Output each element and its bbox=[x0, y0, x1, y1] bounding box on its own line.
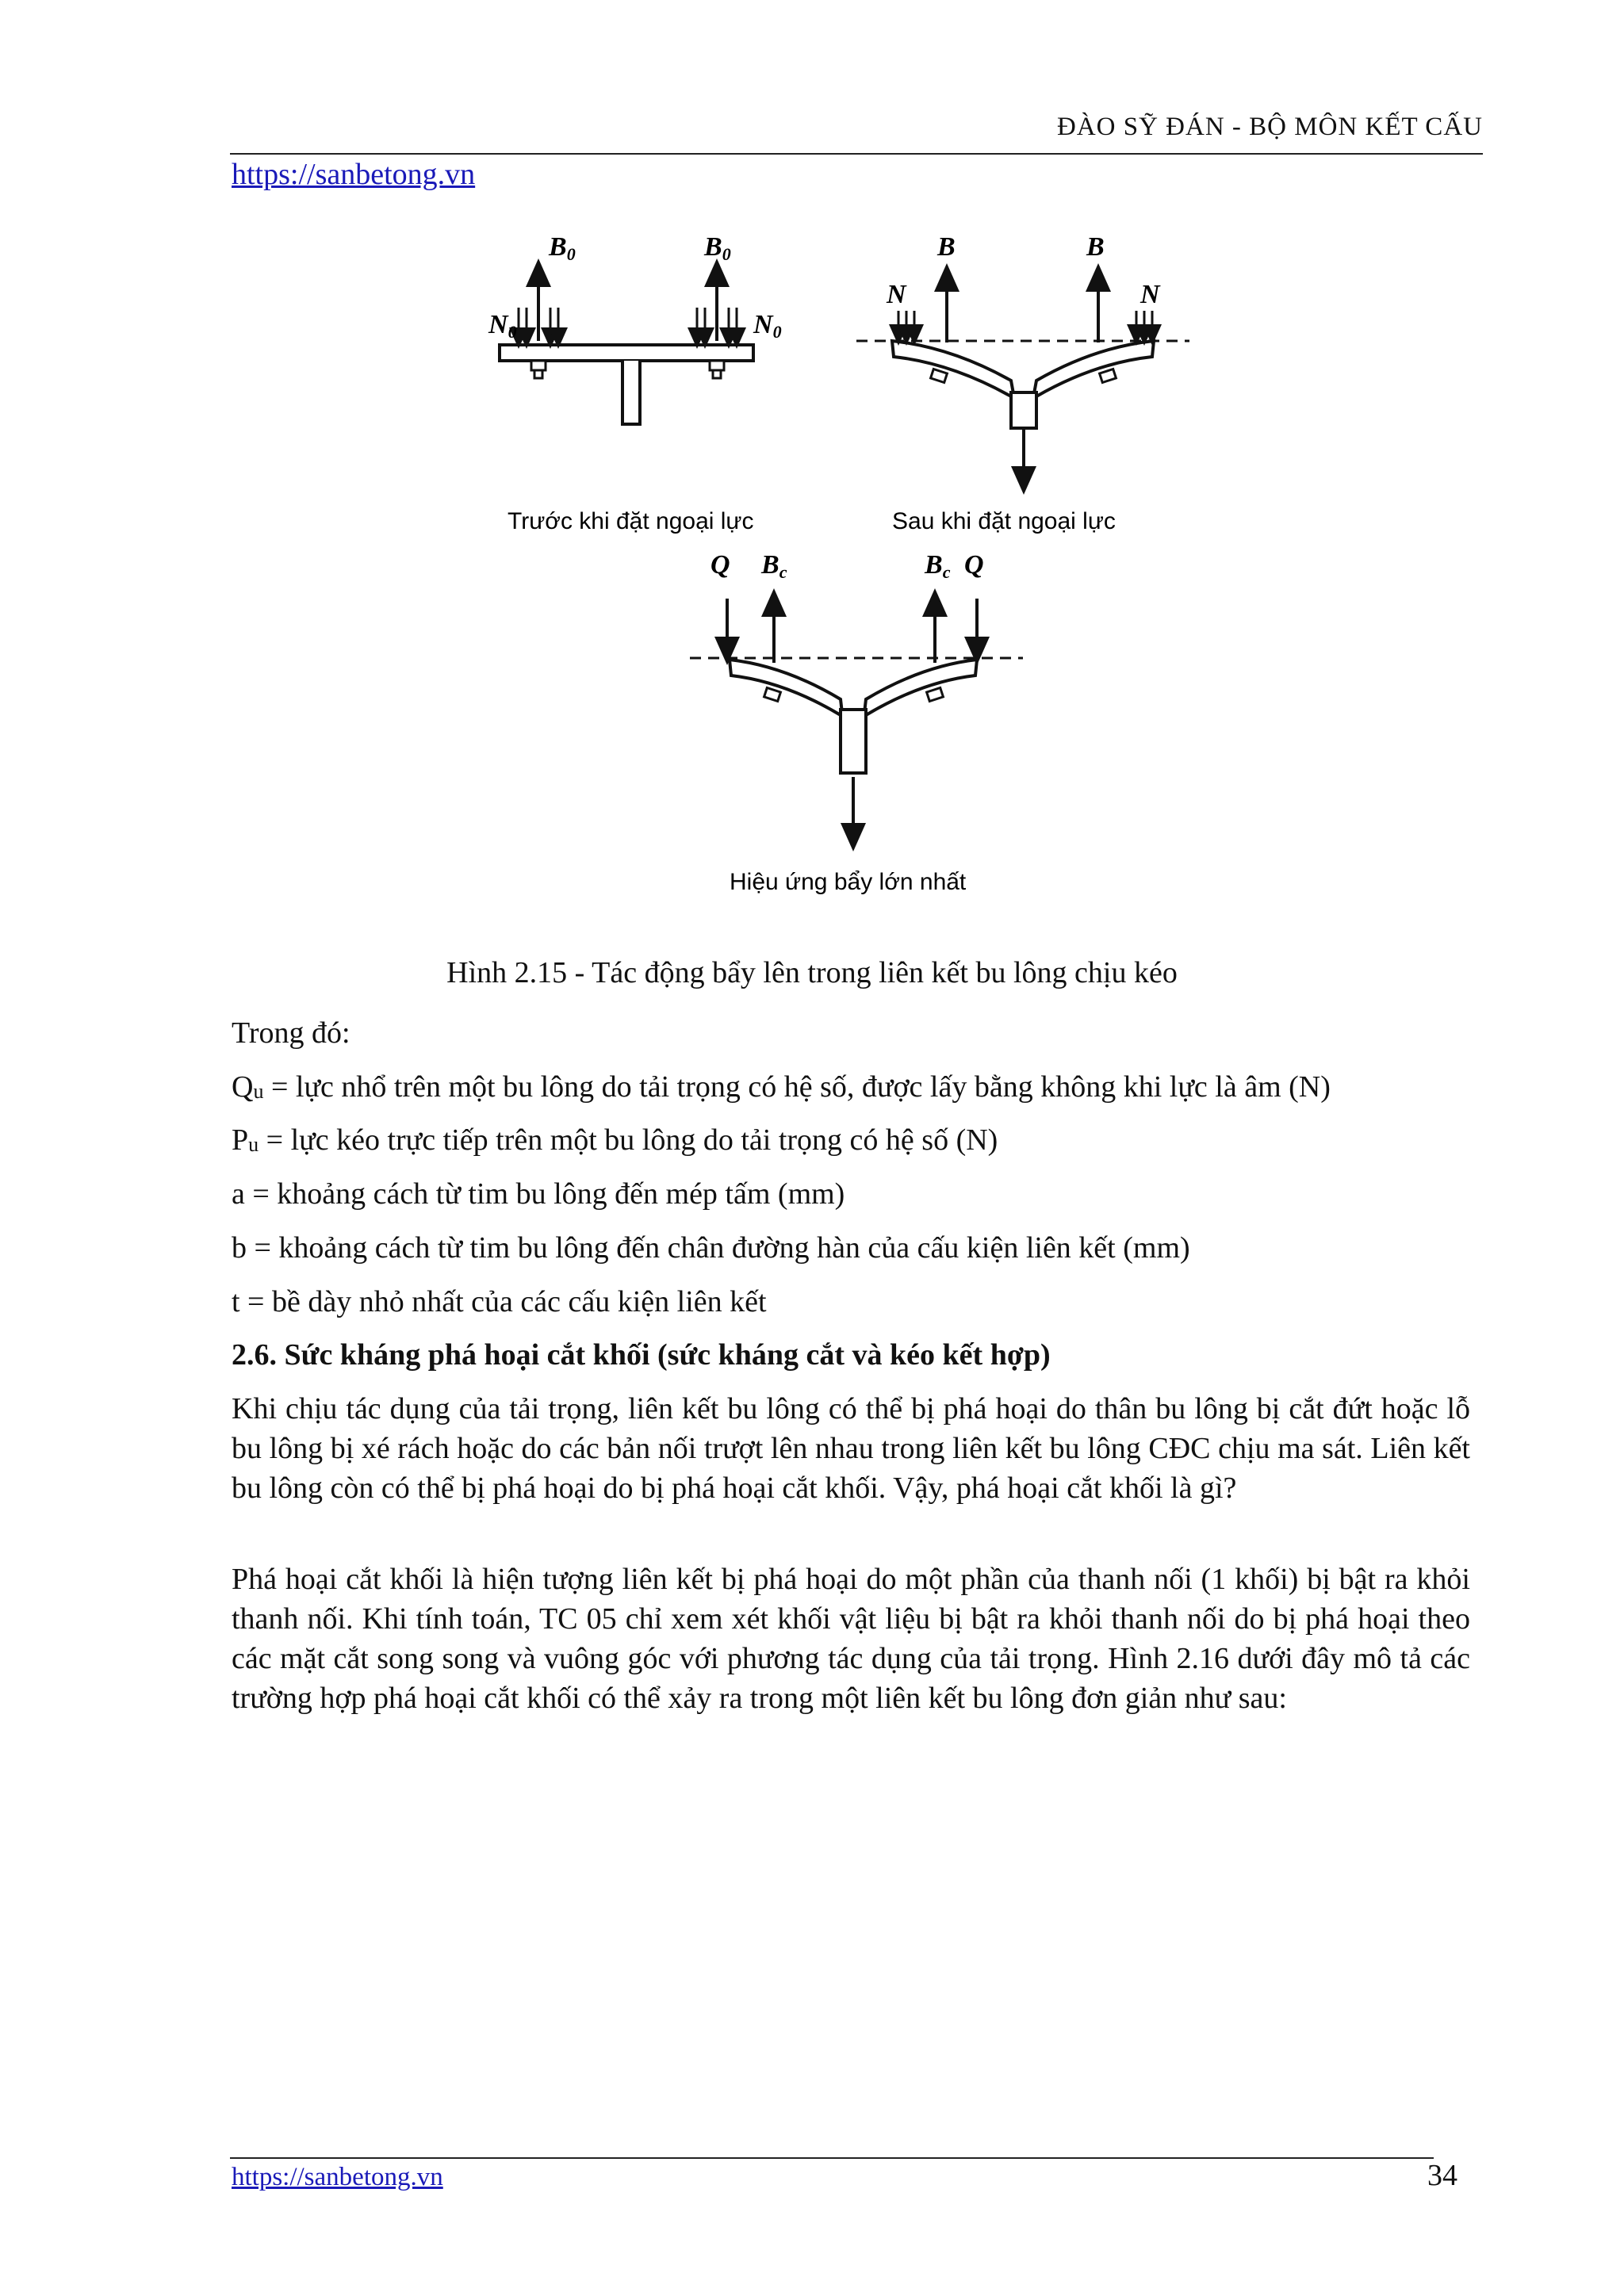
label-b0-right: B bbox=[704, 232, 722, 262]
figure-caption: Hình 2.15 - Tác động bẩy lên trong liên kết bu lông chịu kéo bbox=[446, 956, 1178, 989]
header-divider bbox=[230, 153, 1483, 155]
label-b-right: B bbox=[1086, 232, 1105, 262]
page-number: 34 bbox=[1427, 2159, 1457, 2192]
panel-maximum-prying bbox=[690, 550, 1023, 895]
label-bc-left: B bbox=[761, 550, 779, 580]
label-n-right: N bbox=[1140, 280, 1160, 309]
section-heading bbox=[232, 1335, 1470, 1375]
prying-action-diagram bbox=[460, 222, 1253, 936]
caption-before-loading: Trước khi đặt ngoại lực bbox=[508, 508, 754, 534]
svg-text:N0: N0 bbox=[488, 310, 517, 342]
definition-a: a = khoảng cách từ tim bu lông đến mép tấm (mm) bbox=[232, 1177, 845, 1211]
header-title: ĐÀO SỸ ĐÁN - BỘ MÔN KẾT CẤU bbox=[1057, 113, 1483, 141]
definition-t: t = bề dày nhỏ nhất của các cấu kiện liên kết bbox=[232, 1285, 767, 1318]
label-n-left: N bbox=[887, 280, 906, 309]
label-n0-right: N bbox=[753, 310, 773, 339]
footer-divider bbox=[230, 2157, 1434, 2159]
label-q-left: Q bbox=[710, 550, 730, 580]
svg-text:Bc: Bc bbox=[761, 550, 787, 582]
svg-text:Bc: Bc bbox=[925, 550, 951, 582]
caption-maximum-prying: Hiệu ứng bẩy lớn nhất bbox=[730, 869, 967, 895]
definition-b: b = khoảng cách từ tim bu lông đến chân đường hàn của cấu kiện liên kết (mm) bbox=[232, 1231, 1190, 1265]
svg-text:N0: N0 bbox=[753, 310, 782, 342]
label-q-right: Q bbox=[964, 550, 984, 580]
panel-after-loading bbox=[856, 232, 1189, 534]
intro-text: Trong đó: bbox=[232, 1016, 350, 1050]
footer-link[interactable]: https://sanbetong.vn bbox=[232, 2163, 443, 2191]
label-bc-right: B bbox=[925, 550, 943, 580]
panel-before-loading bbox=[488, 232, 782, 534]
svg-text:B0: B0 bbox=[704, 232, 731, 264]
paragraph-2: Phá hoại cắt khối là hiện tượng liên kết bị phá hoại do một phần của thanh nối (1 khối) bị bật ra khỏi thanh nối. Khi tính toán, TC 05 chỉ xem xét khối vật liệu bị bật ra khỏi thanh nối do bị phá hoại theo các mặt cắt song song và vuông góc với phương tác dụng của tải trọng. Hình 2.16 dưới đây mô tả các trường hợp phá hoại cắt khối có thể xảy ra trong một liên kết bu lông đơn giản như sau: bbox=[232, 1563, 1470, 1715]
definition-pu: Pu = lực kéo trực tiếp trên một bu lông do tải trọng có hệ số (N) bbox=[232, 1123, 998, 1157]
svg-text:B0: B0 bbox=[549, 232, 576, 264]
label-b-left: B bbox=[937, 232, 956, 262]
label-b0-left: B bbox=[549, 232, 567, 262]
label-n0-left: N bbox=[488, 310, 508, 339]
header-link[interactable]: https://sanbetong.vn bbox=[232, 158, 476, 191]
definition-qu: Qu = lực nhổ trên một bu lông do tải trọng có hệ số, được lấy bằng không khi lực là âm (N) bbox=[232, 1070, 1331, 1104]
paragraph-1: Khi chịu tác dụng của tải trọng, liên kết bu lông có thể bị phá hoại do thân bu lông bị cắt đứt hoặc lỗ bu lông bị xé rách hoặc do các bản nối trượt lên nhau trong liên kết bu lông CĐC chịu ma sát. Liên kết bu lông còn có thể bị phá hoại do bị phá hoại cắt khối. Vậy, phá hoại cắt khối là gì? bbox=[232, 1392, 1470, 1505]
section-title: 2.6. Sức kháng phá hoại cắt khối (sức kháng cắt và kéo kết hợp) bbox=[232, 1338, 1051, 1372]
caption-after-loading: Sau khi đặt ngoại lực bbox=[892, 508, 1116, 534]
figure-2-15 bbox=[460, 222, 1253, 936]
